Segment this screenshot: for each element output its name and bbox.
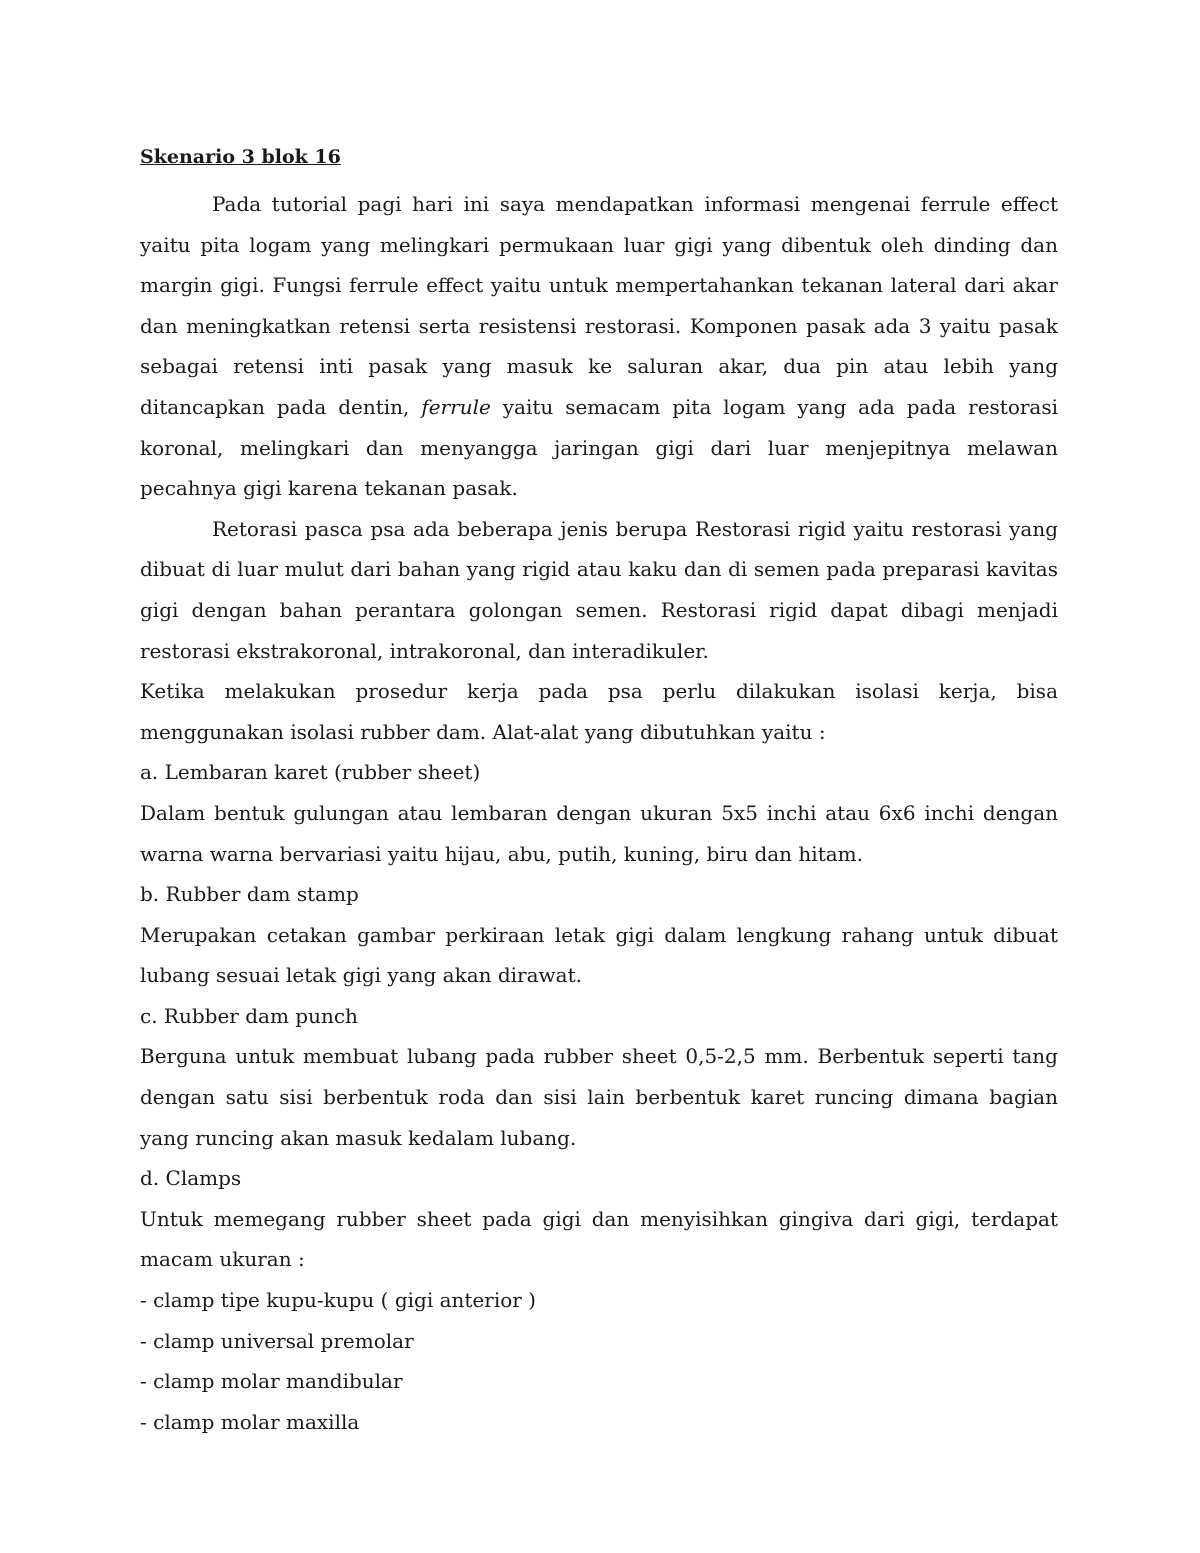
clamp-list-item: - clamp tipe kupu-kupu ( gigi anterior ) — [140, 1288, 536, 1313]
item-b-text: Merupakan cetakan gambar perkiraan letak gigi dalam lengkung rahang untuk dibuat lubang sesuai letak gigi yang akan dirawat. — [140, 922, 1058, 988]
clamp-list-item: - clamp universal premolar — [140, 1328, 414, 1353]
paragraph-ferrule-text-2: yaitu semacam pita logam yang ada pada restorasi koronal, melingkari dan menyangga jaringan gigi dari luar menjepitnya melawan pecahnya gigi karena tekanan pasak. — [140, 394, 1059, 501]
paragraph-ferrule-effect — [140, 184, 1058, 509]
ferrule-italic-term: ferrule — [421, 394, 491, 419]
item-a-text: Dalam bentuk gulungan atau lembaran dengan ukuran 5x5 inchi atau 6x6 inchi dengan warna warna bervariasi yaitu hijau, abu, putih, kuning, biru dan hitam. — [140, 800, 1058, 866]
item-d-text: Untuk memegang rubber sheet pada gigi dan menyisihkan gingiva dari gigi, terdapat macam ukuran : — [140, 1206, 1058, 1272]
item-d-heading: d. Clamps — [140, 1166, 242, 1191]
clamp-list-item: - clamp molar maxilla — [140, 1409, 360, 1434]
paragraph-ferrule-text-1: Pada tutorial pagi hari ini saya mendapatkan informasi mengenai ferrule effect yaitu pita logam yang melingkari permukaan luar gigi yang dibentuk oleh dinding dan margin gigi. Fungsi ferrule effect yaitu untuk mempertahankan tekanan lateral dari akar dan meningkatkan retensi serta resistensi restorasi. Komponen pasak ada 3 yaitu pasak sebagai retensi inti pasak yang masuk ke saluran akar, dua pin atau lebih yang ditancapkan pada dentin, — [140, 192, 1058, 419]
paragraph-restorasi: Retorasi pasca psa ada beberapa jenis berupa Restorasi rigid yaitu restorasi yang dibuat di luar mulut dari bahan yang rigid atau kaku dan di semen pada preparasi kavitas gigi dengan bahan perantara golongan semen. Restorasi rigid dapat dibagi menjadi restorasi ekstrakoronal, intrakoronal, dan interadikuler. — [140, 516, 1058, 663]
paragraph-isolasi: Ketika melakukan prosedur kerja pada psa perlu dilakukan isolasi kerja, bisa menggunakan isolasi rubber dam. Alat-alat yang dibutuhkan yaitu : — [140, 679, 1058, 744]
item-b-heading: b. Rubber dam stamp — [140, 882, 359, 907]
item-c-text: Berguna untuk membuat lubang pada rubber sheet 0,5-2,5 mm. Berbentuk seperti tang dengan satu sisi berbentuk roda dan sisi lain berbentuk karet runcing dimana bagian yang runcing akan masuk kedalam lubang. — [140, 1044, 1058, 1150]
document-page — [140, 130, 1058, 1442]
item-a-heading: a. Lembaran karet (rubber sheet) — [140, 760, 481, 785]
document-title: Skenario 3 blok 16 — [140, 146, 341, 168]
item-c-heading: c. Rubber dam punch — [140, 1003, 358, 1028]
clamp-list-item: - clamp molar mandibular — [140, 1369, 403, 1394]
